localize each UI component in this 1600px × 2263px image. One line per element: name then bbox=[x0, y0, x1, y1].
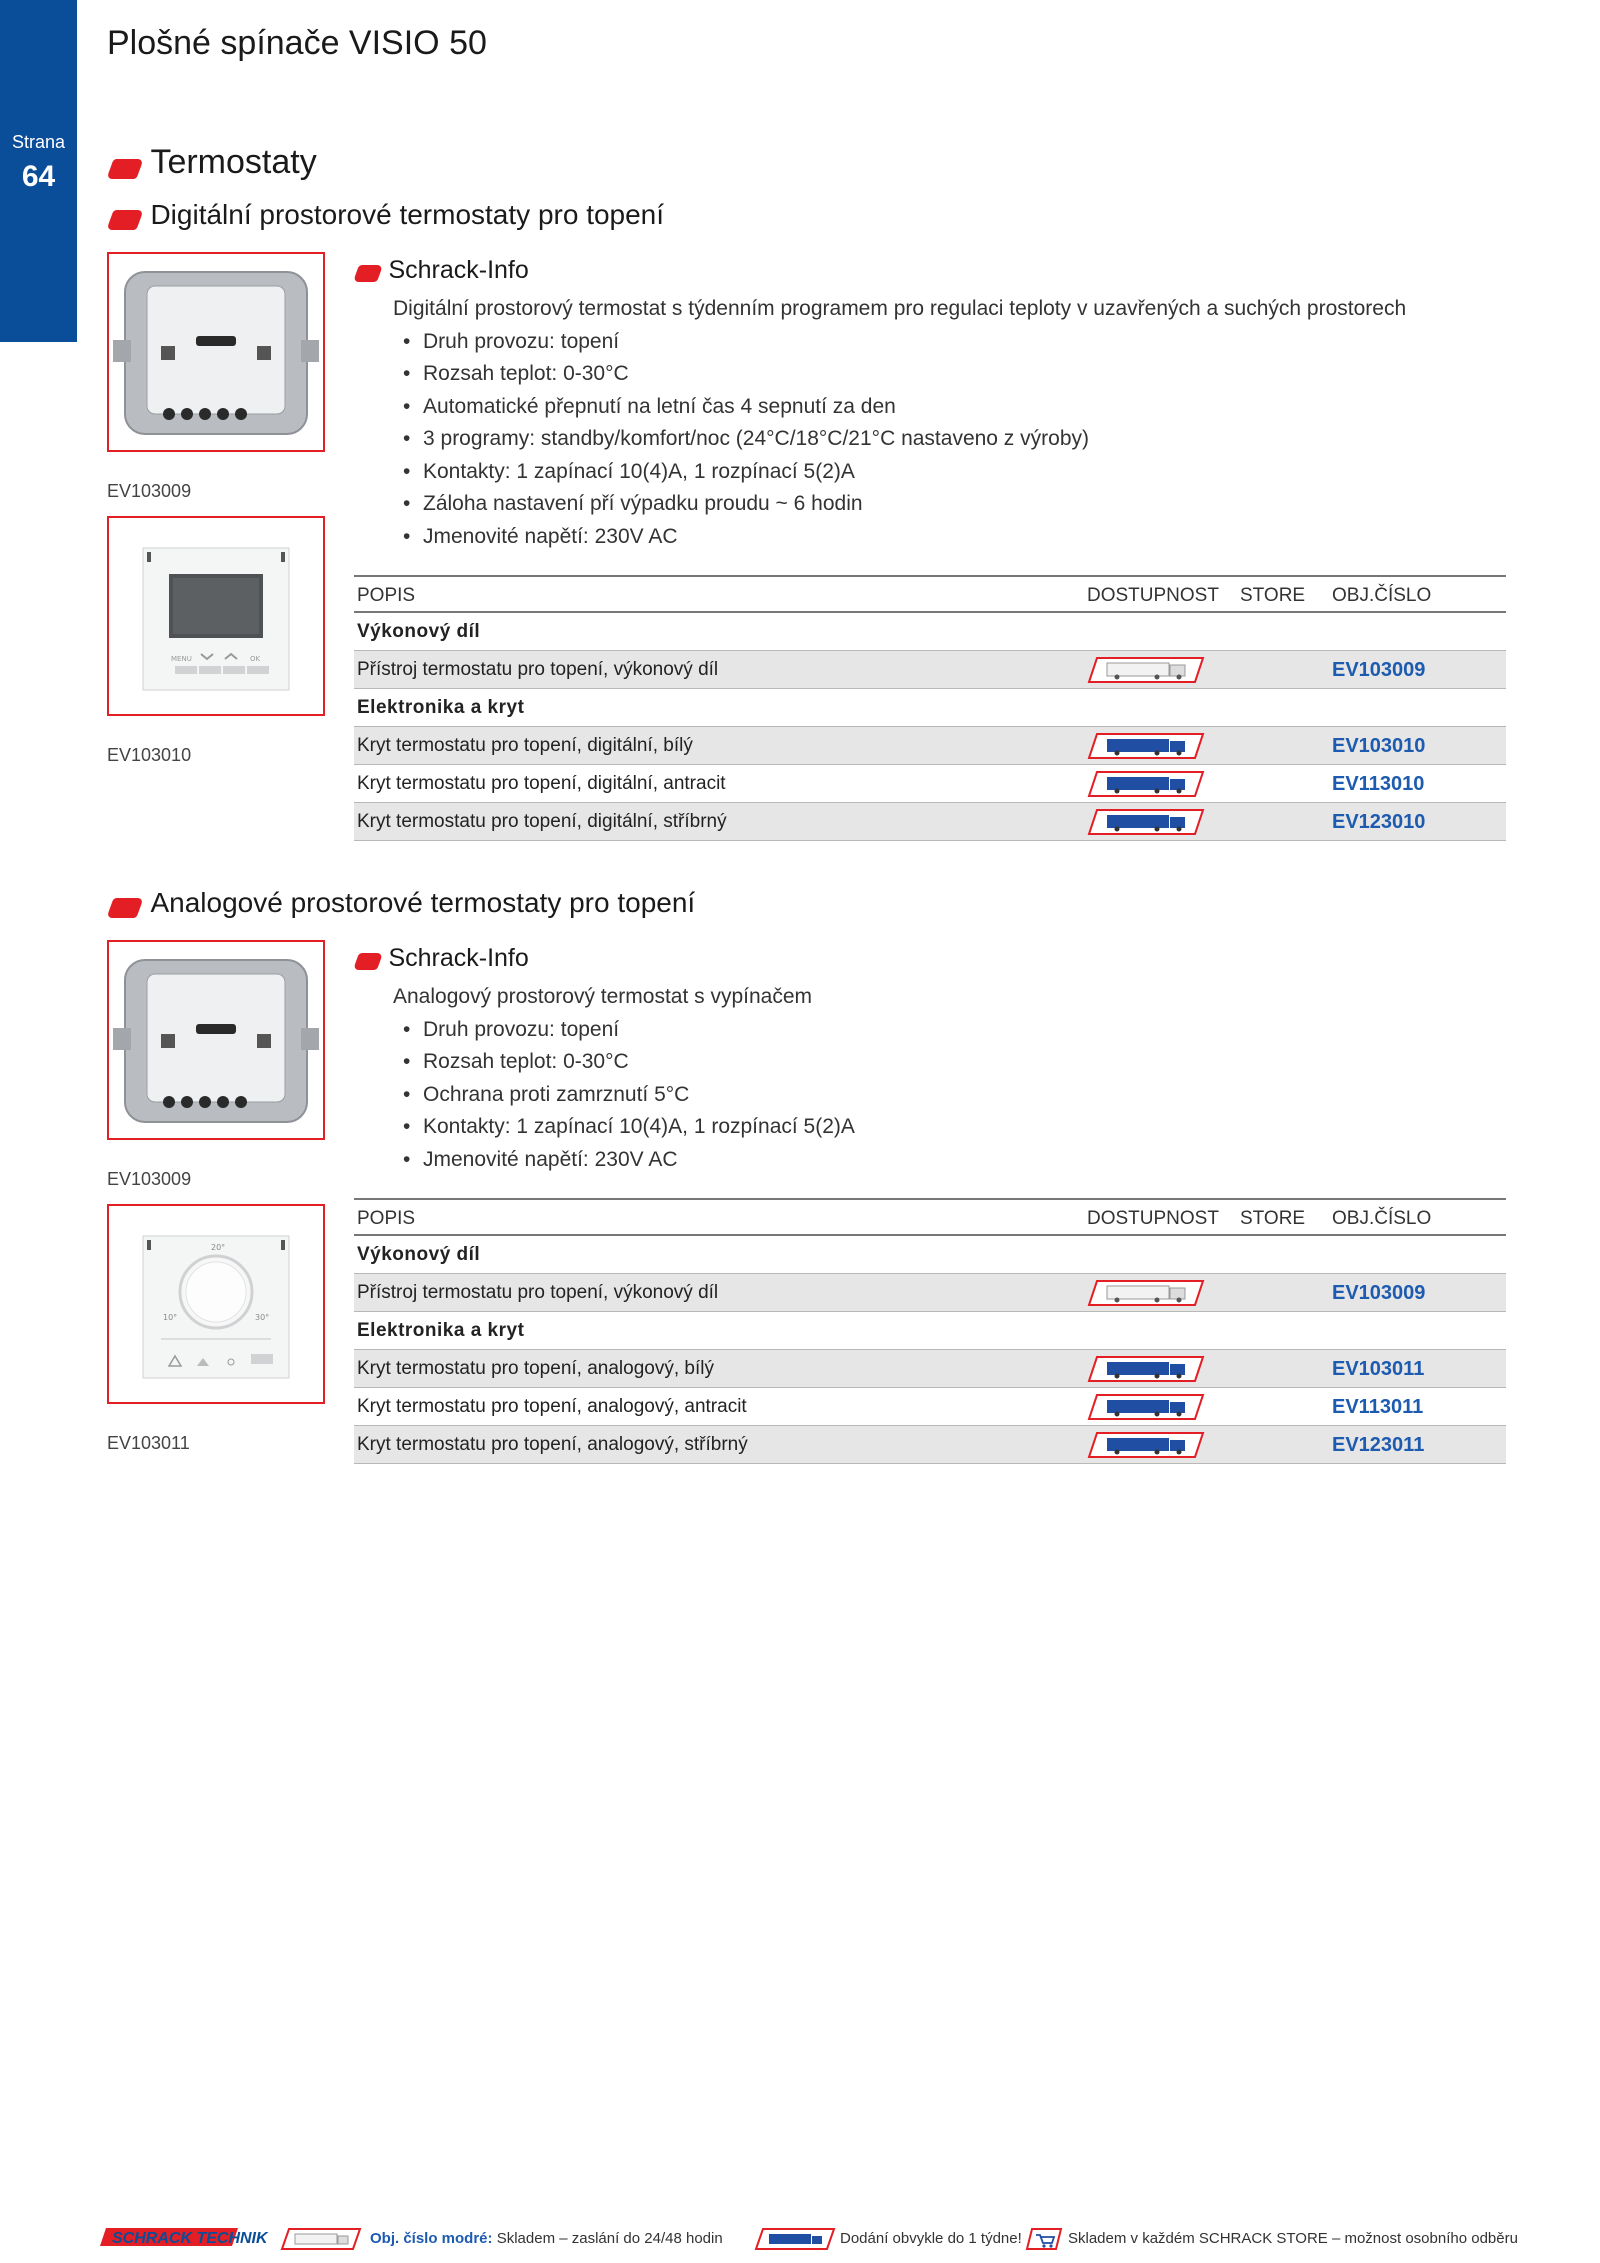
product-table bbox=[354, 1198, 1506, 1464]
block-2-heading bbox=[110, 887, 695, 919]
white-truck-legend: Skladem – zaslání do 24/48 hodin bbox=[496, 2230, 723, 2247]
product-image-analog-cover bbox=[107, 1204, 325, 1404]
product-image-insert bbox=[107, 940, 325, 1140]
table-row[interactable] bbox=[354, 1388, 1506, 1426]
order-code[interactable]: EV113010 bbox=[1332, 773, 1425, 795]
menu-button-label: MENU bbox=[171, 655, 192, 663]
group-label: Výkonový díl bbox=[357, 1244, 481, 1265]
red-flag-icon bbox=[106, 898, 143, 918]
column-popis: POPIS bbox=[357, 1208, 416, 1229]
info-bullet: • Druh provozu: topení bbox=[393, 1014, 1523, 1047]
table-header bbox=[354, 575, 1506, 613]
table-row[interactable] bbox=[354, 1426, 1506, 1464]
info-lead: Analogový prostorový termostat s vypínačem bbox=[393, 985, 813, 1008]
info-bullet: • Ochrana proti zamrznutí 5°C bbox=[393, 1079, 1523, 1112]
group-label: Elektronika a kryt bbox=[357, 697, 525, 718]
info-bullet: • 3 programy: standby/komfort/noc (24°C/18°C/21°C nastaveno z výroby) bbox=[393, 423, 1523, 456]
row-description: Kryt termostatu pro topení, digitální, antracit bbox=[357, 773, 726, 794]
image-code-label: EV103011 bbox=[107, 1433, 190, 1453]
table-row[interactable] bbox=[354, 651, 1506, 689]
info-bullet: • Záloha nastavení pří výpadku proudu ~ 6 hodin bbox=[393, 488, 1523, 521]
image-code-label: EV103009 bbox=[107, 1169, 192, 1189]
row-description: Kryt termostatu pro topení, digitální, bílý bbox=[357, 735, 693, 756]
order-code[interactable]: EV123010 bbox=[1332, 811, 1426, 833]
blue-truck-icon bbox=[1087, 808, 1205, 836]
blue-truck-icon bbox=[1087, 1355, 1205, 1383]
ok-button-label: OK bbox=[250, 655, 261, 663]
red-flag-icon bbox=[106, 210, 143, 230]
column-dostupnost: DOSTUPNOST bbox=[1087, 585, 1219, 606]
table-group-row bbox=[354, 689, 1506, 727]
shopping-cart-icon bbox=[1026, 2228, 1062, 2250]
table-row[interactable] bbox=[354, 803, 1506, 841]
blue-truck-icon bbox=[755, 2228, 835, 2250]
analog-thermostat-cover-icon bbox=[109, 1206, 323, 1402]
column-obj-cislo: OBJ.ČÍSLO bbox=[1332, 1208, 1432, 1229]
red-flag-icon bbox=[353, 265, 383, 282]
digital-thermostat-cover-icon bbox=[109, 518, 323, 714]
info-title: Schrack-Info bbox=[388, 944, 529, 972]
order-code[interactable]: EV103009 bbox=[1332, 659, 1426, 681]
table-header bbox=[354, 1198, 1506, 1236]
info-description bbox=[393, 293, 1523, 553]
row-description: Přístroj termostatu pro topení, výkonový díl bbox=[357, 659, 719, 680]
blue-truck-icon bbox=[1087, 1431, 1205, 1459]
info-bullets bbox=[393, 326, 1523, 554]
info-heading bbox=[356, 256, 529, 285]
image-code-label: EV103010 bbox=[107, 745, 192, 765]
row-description: Kryt termostatu pro topení, digitální, stříbrný bbox=[357, 811, 727, 832]
column-obj-cislo: OBJ.ČÍSLO bbox=[1332, 585, 1432, 606]
scale-mark-10: 10° bbox=[163, 1313, 178, 1322]
info-bullet: • Automatické přepnutí na letní čas 4 sepnutí za den bbox=[393, 391, 1523, 424]
row-description: Kryt termostatu pro topení, analogový, stříbrný bbox=[357, 1434, 748, 1455]
table-group-row bbox=[354, 1312, 1506, 1350]
product-image-insert bbox=[107, 252, 325, 452]
info-bullet: • Jmenovité napětí: 230V AC bbox=[393, 521, 1523, 554]
order-code[interactable]: EV103010 bbox=[1332, 735, 1426, 757]
block-2-subtitle: Analogové prostorové termostaty pro topení bbox=[150, 887, 696, 918]
info-bullets bbox=[393, 1014, 1523, 1177]
info-description bbox=[393, 981, 1523, 1176]
scale-mark-30: 30° bbox=[255, 1313, 270, 1322]
page-label: Strana bbox=[11, 132, 66, 152]
info-bullet: • Rozsah teplot: 0-30°C bbox=[393, 1046, 1523, 1079]
logo-text: SCHRACK TECHNIK bbox=[112, 2230, 268, 2247]
info-bullet: • Kontakty: 1 zapínací 10(4)A, 1 rozpínací 5(2)A bbox=[393, 456, 1523, 489]
store-legend: Skladem v každém SCHRACK STORE – možnost osobního odběru bbox=[1068, 2230, 1518, 2247]
product-table bbox=[354, 575, 1506, 841]
column-store: STORE bbox=[1240, 1208, 1306, 1229]
table-group-row bbox=[354, 1236, 1506, 1274]
blue-truck-icon bbox=[1087, 770, 1205, 798]
info-bullet: • Druh provozu: topení bbox=[393, 326, 1523, 359]
row-description: Kryt termostatu pro topení, analogový, bílý bbox=[357, 1358, 714, 1379]
thermostat-insert-icon bbox=[109, 942, 323, 1138]
section-title: Termostaty bbox=[150, 143, 317, 181]
group-label: Elektronika a kryt bbox=[357, 1320, 525, 1341]
product-image-digital-cover bbox=[107, 516, 325, 716]
info-bullet: • Kontakty: 1 zapínací 10(4)A, 1 rozpínací 5(2)A bbox=[393, 1111, 1523, 1144]
section-heading bbox=[110, 143, 317, 182]
scale-mark-20: 20° bbox=[211, 1243, 226, 1252]
red-flag-icon bbox=[106, 159, 143, 179]
info-bullet: • Jmenovité napětí: 230V AC bbox=[393, 1144, 1523, 1177]
page-number: 64 bbox=[21, 160, 56, 193]
blue-truck-icon bbox=[1087, 732, 1205, 760]
red-flag-icon bbox=[353, 953, 383, 970]
blue-truck-icon bbox=[1087, 1393, 1205, 1421]
table-row[interactable] bbox=[354, 727, 1506, 765]
table-group-row bbox=[354, 613, 1506, 651]
image-code-label: EV103009 bbox=[107, 481, 192, 501]
order-code[interactable]: EV103009 bbox=[1332, 1282, 1426, 1304]
blue-truck-legend: Dodání obvykle do 1 týdne! bbox=[840, 2230, 1022, 2247]
group-label: Výkonový díl bbox=[357, 621, 481, 642]
table-row[interactable] bbox=[354, 1274, 1506, 1312]
page-number-tab bbox=[0, 0, 77, 342]
order-code[interactable]: EV113011 bbox=[1332, 1396, 1424, 1418]
order-code[interactable]: EV123011 bbox=[1332, 1434, 1425, 1456]
white-truck-icon bbox=[281, 2228, 361, 2250]
column-store: STORE bbox=[1240, 585, 1306, 606]
white-truck-icon bbox=[1087, 656, 1205, 684]
order-code[interactable]: EV103011 bbox=[1332, 1358, 1425, 1380]
block-1-heading bbox=[110, 199, 664, 231]
footer-legend bbox=[98, 2226, 1518, 2254]
column-dostupnost: DOSTUPNOST bbox=[1087, 1208, 1219, 1229]
info-heading bbox=[356, 944, 529, 973]
table-row[interactable] bbox=[354, 765, 1506, 803]
white-truck-icon bbox=[1087, 1279, 1205, 1307]
info-lead: Digitální prostorový termostat s týdenním programem pro regulaci teploty v uzavřených a suchých prostorech bbox=[393, 297, 1407, 320]
block-1-subtitle: Digitální prostorové termostaty pro topení bbox=[150, 199, 665, 230]
row-description: Přístroj termostatu pro topení, výkonový díl bbox=[357, 1282, 719, 1303]
schrack-logo bbox=[98, 2226, 268, 2254]
legend-title: Obj. číslo modré: bbox=[370, 2230, 493, 2247]
page-title: Plošné spínače VISIO 50 bbox=[107, 24, 487, 62]
column-popis: POPIS bbox=[357, 585, 416, 606]
table-row[interactable] bbox=[354, 1350, 1506, 1388]
info-bullet: • Rozsah teplot: 0-30°C bbox=[393, 358, 1523, 391]
thermostat-insert-icon bbox=[109, 254, 323, 450]
info-title: Schrack-Info bbox=[388, 256, 529, 284]
row-description: Kryt termostatu pro topení, analogový, antracit bbox=[357, 1396, 747, 1417]
